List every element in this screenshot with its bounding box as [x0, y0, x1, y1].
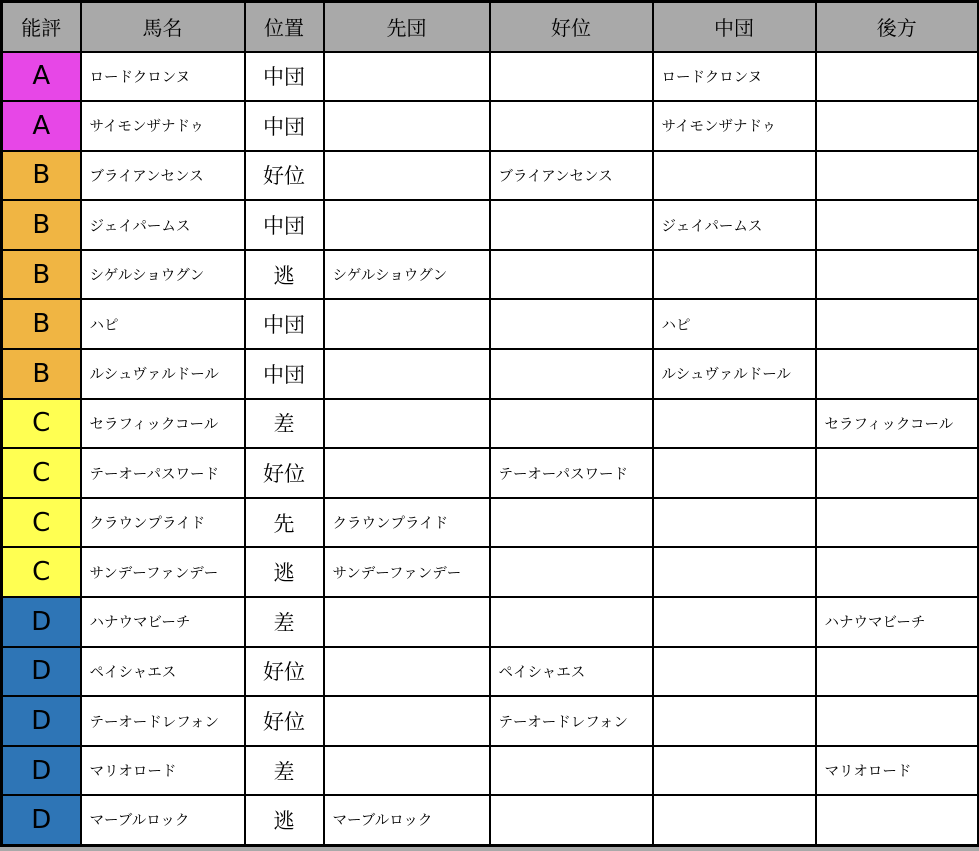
horse-name-cell: サンデーファンデー — [81, 547, 245, 597]
horse-name-cell: テーオーパスワード — [81, 448, 245, 498]
front-group-cell — [324, 448, 490, 498]
header-mid-group: 中団 — [653, 2, 816, 52]
front-group-cell: サンデーファンデー — [324, 547, 490, 597]
horse-name-cell: ロードクロンヌ — [81, 52, 245, 102]
table-row — [2, 696, 979, 746]
horse-name-cell: ペイシャエス — [81, 647, 245, 697]
rating-cell: B — [2, 250, 81, 300]
rear-group-cell — [816, 696, 979, 746]
table-row — [2, 250, 979, 300]
rear-group-cell — [816, 349, 979, 399]
position-cell: 先 — [245, 498, 324, 548]
horse-name-cell: クラウンプライド — [81, 498, 245, 548]
rating-cell: A — [2, 52, 81, 102]
rear-group-cell — [816, 250, 979, 300]
horse-name-cell: マリオロード — [81, 746, 245, 796]
front-group-cell — [324, 597, 490, 647]
table-row — [2, 647, 979, 697]
mid-group-cell: サイモンザナドゥ — [653, 101, 816, 151]
front-group-cell — [324, 299, 490, 349]
horse-name-cell: セラフィックコール — [81, 399, 245, 449]
header-rear-group: 後方 — [816, 2, 979, 52]
rating-cell: D — [2, 696, 81, 746]
rear-group-cell — [816, 448, 979, 498]
rating-cell: B — [2, 200, 81, 250]
horse-name-cell: ジェイパームス — [81, 200, 245, 250]
rating-cell: B — [2, 151, 81, 201]
good-position-cell — [490, 250, 653, 300]
table-row — [2, 200, 979, 250]
good-position-cell — [490, 299, 653, 349]
table-row — [2, 795, 979, 845]
front-group-cell: シゲルショウグン — [324, 250, 490, 300]
header-rating: 能評 — [2, 2, 81, 52]
position-cell: 好位 — [245, 696, 324, 746]
front-group-cell — [324, 696, 490, 746]
rear-group-cell: ハナウマビーチ — [816, 597, 979, 647]
position-cell: 中団 — [245, 200, 324, 250]
rating-cell: B — [2, 349, 81, 399]
position-cell: 中団 — [245, 101, 324, 151]
position-cell: 中団 — [245, 349, 324, 399]
front-group-cell — [324, 349, 490, 399]
table-row — [2, 349, 979, 399]
rating-cell: A — [2, 101, 81, 151]
rating-cell: C — [2, 498, 81, 548]
rear-group-cell — [816, 795, 979, 845]
good-position-cell — [490, 52, 653, 102]
front-group-cell — [324, 399, 490, 449]
header-front-group: 先団 — [324, 2, 490, 52]
rear-group-cell — [816, 547, 979, 597]
horse-name-cell: テーオードレフォン — [81, 696, 245, 746]
position-cell: 中団 — [245, 52, 324, 102]
horse-name-cell: ハナウマビーチ — [81, 597, 245, 647]
horse-name-cell: ハピ — [81, 299, 245, 349]
table-row — [2, 52, 979, 102]
front-group-cell — [324, 200, 490, 250]
mid-group-cell: ジェイパームス — [653, 200, 816, 250]
rear-group-cell — [816, 498, 979, 548]
mid-group-cell — [653, 597, 816, 647]
mid-group-cell — [653, 448, 816, 498]
mid-group-cell: ルシュヴァルドール — [653, 349, 816, 399]
table-row — [2, 448, 979, 498]
mid-group-cell — [653, 151, 816, 201]
horse-name-cell: ブライアンセンス — [81, 151, 245, 201]
position-cell: 中団 — [245, 299, 324, 349]
good-position-cell — [490, 597, 653, 647]
rating-cell: D — [2, 795, 81, 845]
table-row — [2, 151, 979, 201]
mid-group-cell — [653, 647, 816, 697]
front-group-cell — [324, 52, 490, 102]
horse-name-cell: ルシュヴァルドール — [81, 349, 245, 399]
good-position-cell — [490, 349, 653, 399]
position-cell: 逃 — [245, 547, 324, 597]
rating-cell: C — [2, 448, 81, 498]
good-position-cell: テーオーパスワード — [490, 448, 653, 498]
table-row — [2, 597, 979, 647]
table-row — [2, 399, 979, 449]
good-position-cell: ペイシャエス — [490, 647, 653, 697]
horse-name-cell: サイモンザナドゥ — [81, 101, 245, 151]
front-group-cell — [324, 746, 490, 796]
mid-group-cell — [653, 547, 816, 597]
mid-group-cell — [653, 746, 816, 796]
mid-group-cell — [653, 696, 816, 746]
good-position-cell — [490, 795, 653, 845]
rating-cell: D — [2, 647, 81, 697]
mid-group-cell: ハピ — [653, 299, 816, 349]
rating-cell: C — [2, 399, 81, 449]
header-name: 馬名 — [81, 2, 245, 52]
horse-name-cell: シゲルショウグン — [81, 250, 245, 300]
front-group-cell — [324, 151, 490, 201]
position-cell: 差 — [245, 597, 324, 647]
table-header — [2, 2, 979, 52]
header-good-position: 好位 — [490, 2, 653, 52]
good-position-cell — [490, 399, 653, 449]
mid-group-cell: ロードクロンヌ — [653, 52, 816, 102]
position-cell: 逃 — [245, 795, 324, 845]
position-cell: 好位 — [245, 647, 324, 697]
rating-cell: D — [2, 597, 81, 647]
rear-group-cell — [816, 52, 979, 102]
rear-group-cell — [816, 101, 979, 151]
table-row — [2, 547, 979, 597]
rear-group-cell: マリオロード — [816, 746, 979, 796]
rating-cell: C — [2, 547, 81, 597]
front-group-cell — [324, 647, 490, 697]
position-cell: 逃 — [245, 250, 324, 300]
rear-group-cell — [816, 200, 979, 250]
table-row — [2, 299, 979, 349]
rear-group-cell: セラフィックコール — [816, 399, 979, 449]
front-group-cell: マーブルロック — [324, 795, 490, 845]
rating-cell: B — [2, 299, 81, 349]
good-position-cell: ブライアンセンス — [490, 151, 653, 201]
good-position-cell — [490, 101, 653, 151]
table-row — [2, 498, 979, 548]
horse-name-cell: マーブルロック — [81, 795, 245, 845]
mid-group-cell — [653, 399, 816, 449]
rear-group-cell — [816, 299, 979, 349]
good-position-cell — [490, 498, 653, 548]
front-group-cell: クラウンプライド — [324, 498, 490, 548]
rating-cell: D — [2, 746, 81, 796]
header-position: 位置 — [245, 2, 324, 52]
rear-group-cell — [816, 151, 979, 201]
position-cell: 好位 — [245, 448, 324, 498]
header-row — [2, 2, 979, 52]
position-cell: 差 — [245, 399, 324, 449]
good-position-cell: テーオードレフォン — [490, 696, 653, 746]
table-row — [2, 746, 979, 796]
table-row — [2, 101, 979, 151]
position-cell: 差 — [245, 746, 324, 796]
mid-group-cell — [653, 498, 816, 548]
rear-group-cell — [816, 647, 979, 697]
table-body — [2, 52, 979, 846]
good-position-cell — [490, 200, 653, 250]
mid-group-cell — [653, 250, 816, 300]
position-cell: 好位 — [245, 151, 324, 201]
good-position-cell — [490, 547, 653, 597]
mid-group-cell — [653, 795, 816, 845]
good-position-cell — [490, 746, 653, 796]
front-group-cell — [324, 101, 490, 151]
